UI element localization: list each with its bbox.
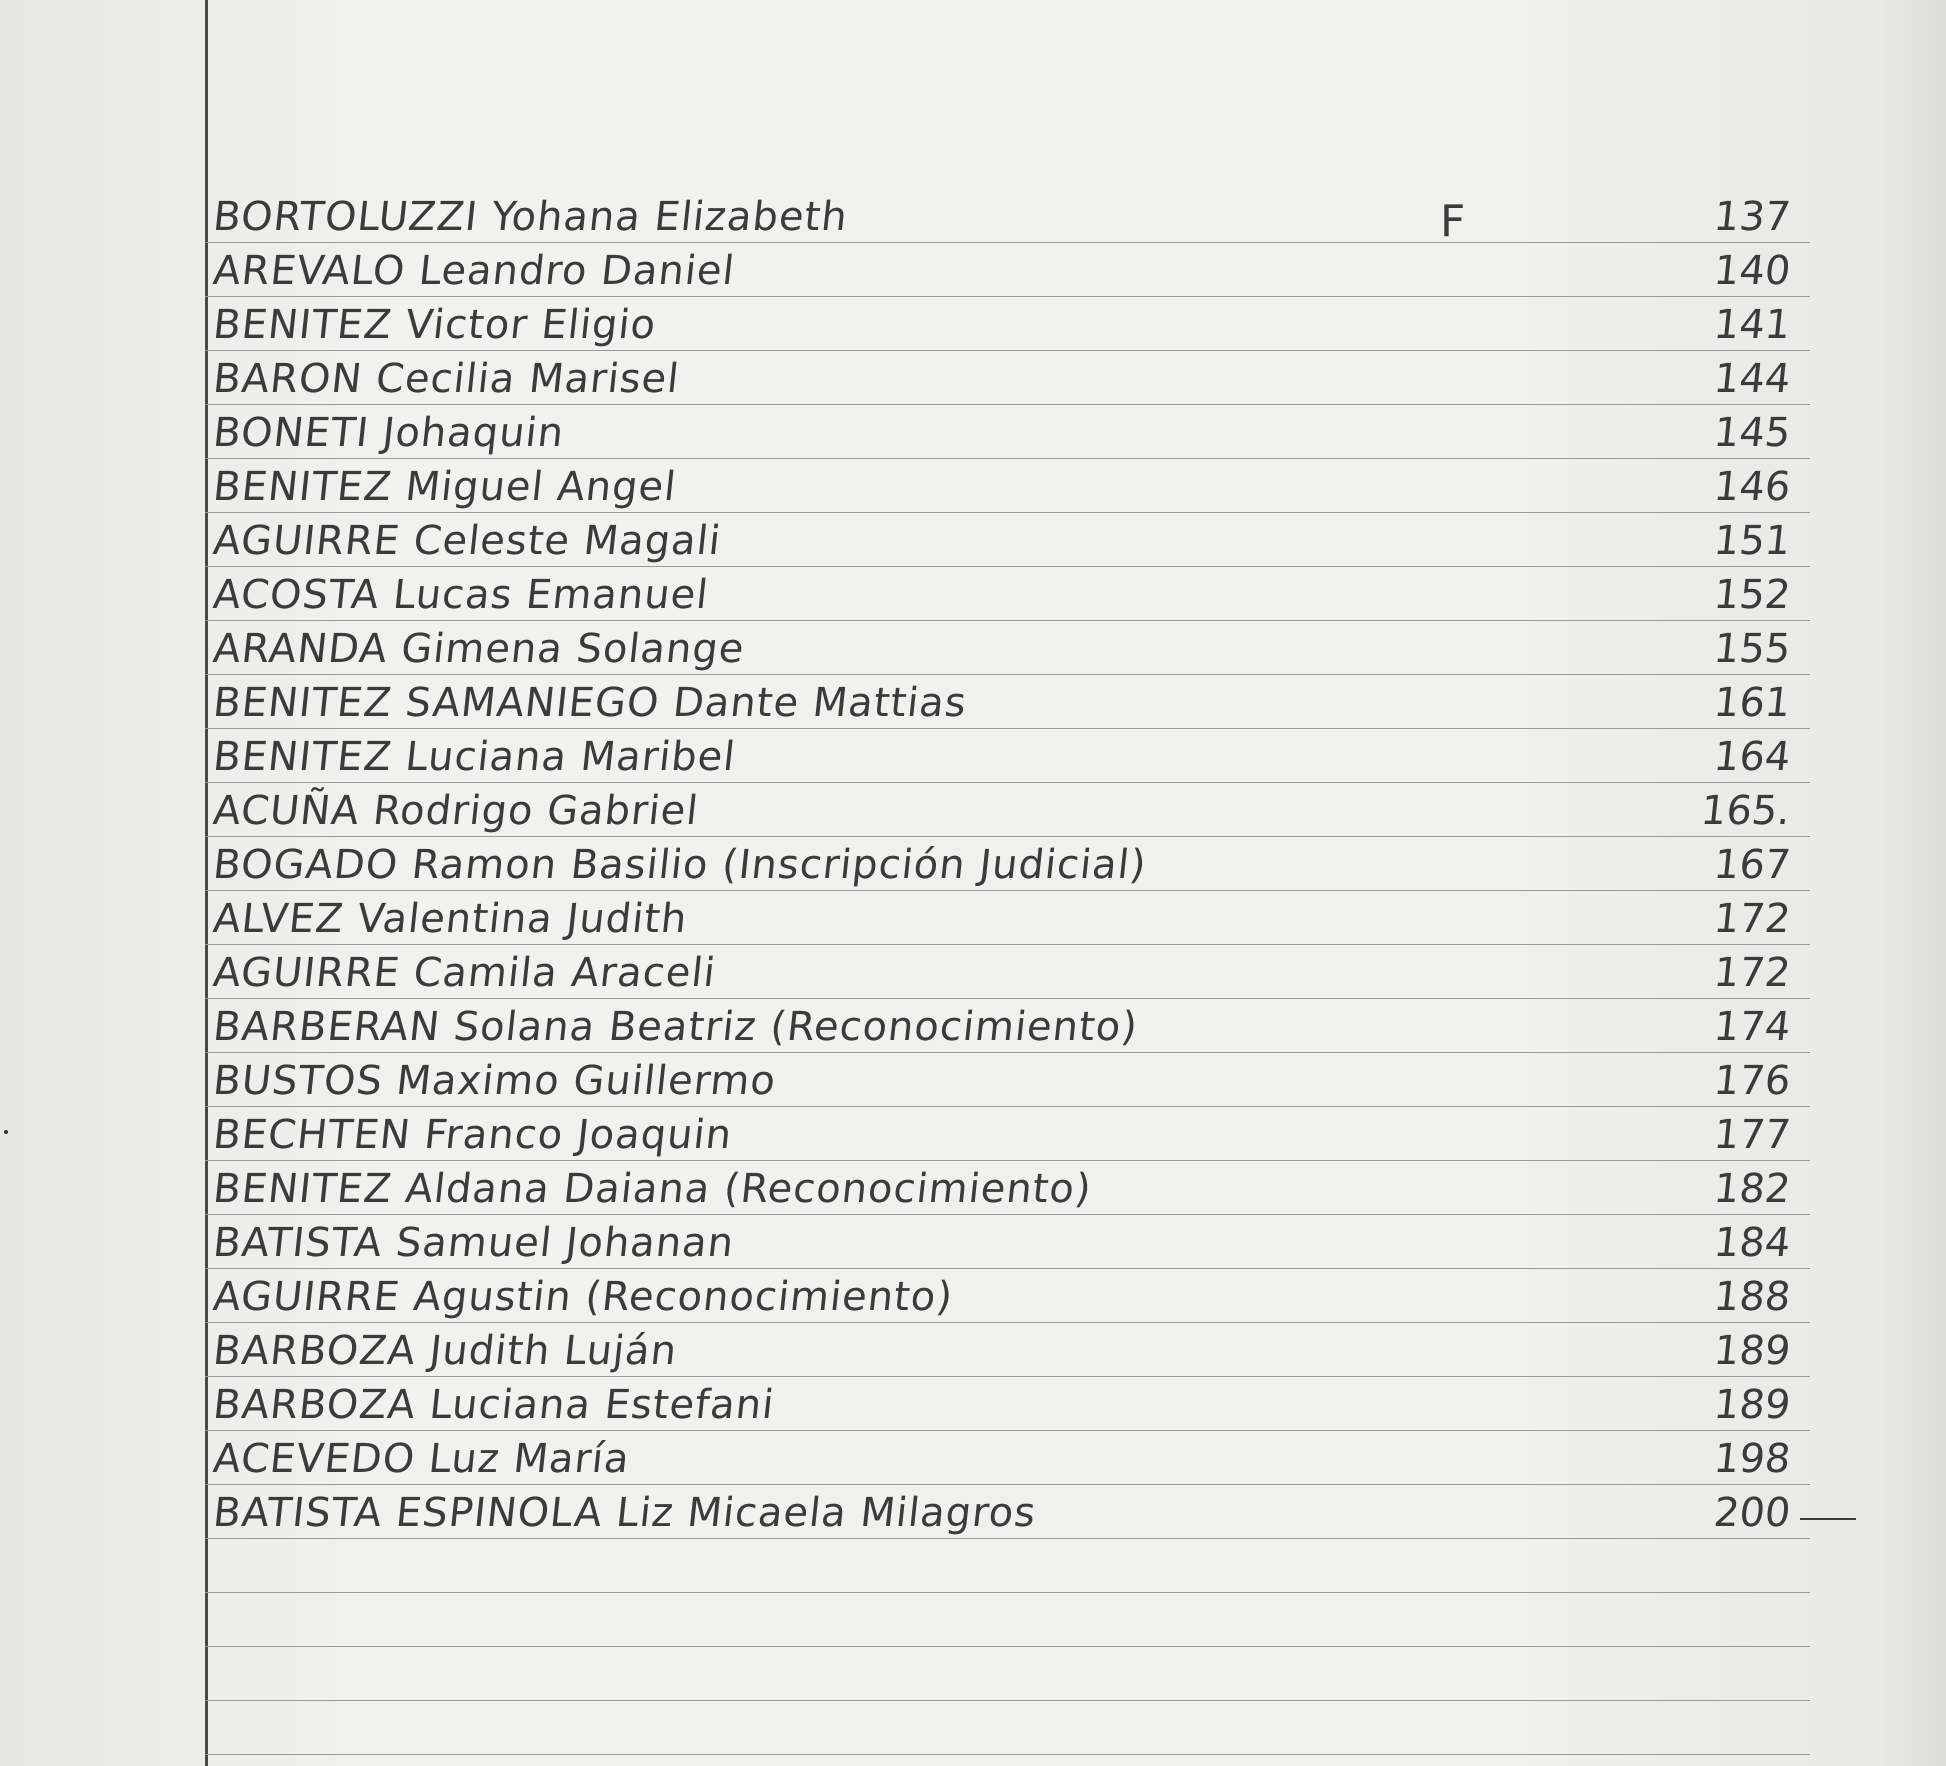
entry-name: ALVEZ Valentina Judith	[211, 896, 690, 942]
entry-name: BENITEZ Miguel Angel	[211, 464, 679, 510]
entry-number: 188	[1711, 1274, 1793, 1320]
entry-number: 189	[1711, 1382, 1793, 1428]
entry-name: ACOSTA Lucas Emanuel	[211, 572, 711, 618]
closing-dash	[1800, 1518, 1856, 1520]
list-item	[205, 458, 1810, 512]
entry-number: 152	[1711, 572, 1793, 618]
entry-name: BOGADO Ramon Basilio (Inscripción Judicial)	[211, 842, 1149, 888]
entry-number: 176	[1711, 1058, 1793, 1104]
entry-number: 144	[1711, 356, 1793, 402]
entry-number: 151	[1711, 518, 1793, 564]
entry-number: 167	[1711, 842, 1793, 888]
list-item	[205, 242, 1810, 296]
list-item	[205, 1430, 1810, 1484]
entry-name: BENITEZ SAMANIEGO Dante Mattias	[211, 680, 970, 726]
entry-number: 172	[1711, 950, 1793, 996]
list-item	[205, 1160, 1810, 1214]
entry-name: BONETI Johaquin	[211, 410, 567, 456]
list-item	[205, 1376, 1810, 1430]
entry-number: 172	[1711, 896, 1793, 942]
entry-name: BARBOZA Luciana Estefani	[211, 1382, 777, 1428]
entry-name: BARON Cecilia Marisel	[211, 356, 682, 402]
list-item	[205, 944, 1810, 998]
entry-name: BENITEZ Aldana Daiana (Reconocimiento)	[211, 1166, 1094, 1212]
entry-number: 137	[1711, 194, 1793, 240]
list-item	[205, 1052, 1810, 1106]
list-item	[205, 512, 1810, 566]
entry-number: 155	[1711, 626, 1793, 672]
entry-name: BORTOLUZZI Yohana Elizabeth	[211, 194, 851, 240]
entry-name: BENITEZ Victor Eligio	[211, 302, 659, 348]
entry-number: 200	[1711, 1490, 1793, 1536]
entry-name: BUSTOS Maximo Guillermo	[211, 1058, 779, 1104]
list-item	[205, 1268, 1810, 1322]
entry-name: AGUIRRE Agustin (Reconocimiento)	[211, 1274, 956, 1320]
list-item	[205, 728, 1810, 782]
entry-name: BARBERAN Solana Beatriz (Reconocimiento)	[211, 1004, 1141, 1050]
list-item	[205, 1106, 1810, 1160]
entry-number: 165.	[1698, 788, 1793, 834]
list-item	[205, 1484, 1810, 1538]
list-item	[205, 350, 1810, 404]
entry-number: 145	[1711, 410, 1793, 456]
handwritten-mark: F	[1440, 196, 1466, 247]
entry-number: 141	[1711, 302, 1793, 348]
entry-number: 182	[1711, 1166, 1793, 1212]
entry-name: BENITEZ Luciana Maribel	[211, 734, 738, 780]
entry-name: AGUIRRE Camila Araceli	[211, 950, 719, 996]
entry-number: 146	[1711, 464, 1793, 510]
list-item	[205, 890, 1810, 944]
entry-name: BECHTEN Franco Joaquin	[211, 1112, 735, 1158]
entry-number: 164	[1711, 734, 1793, 780]
list-item	[205, 836, 1810, 890]
list-item	[205, 620, 1810, 674]
list-item	[205, 188, 1810, 242]
list-item	[205, 674, 1810, 728]
entry-number: 140	[1711, 248, 1793, 294]
list-item	[205, 998, 1810, 1052]
entry-number: 177	[1711, 1112, 1793, 1158]
entry-name: BATISTA Samuel Johanan	[211, 1220, 737, 1266]
entry-number: 184	[1711, 1220, 1793, 1266]
entry-number: 189	[1711, 1328, 1793, 1374]
list-item	[205, 296, 1810, 350]
entry-name: BATISTA ESPINOLA Liz Micaela Milagros	[211, 1490, 1039, 1536]
entry-name: ACUÑA Rodrigo Gabriel	[211, 788, 701, 834]
stray-dot	[4, 1130, 8, 1134]
entry-name: ARANDA Gimena Solange	[211, 626, 747, 672]
entry-name: AGUIRRE Celeste Magali	[211, 518, 724, 564]
entry-number: 161	[1711, 680, 1793, 726]
list-item	[205, 1322, 1810, 1376]
entry-number: 198	[1711, 1436, 1793, 1482]
entry-name: AREVALO Leandro Daniel	[211, 248, 738, 294]
entry-name: BARBOZA Judith Luján	[211, 1328, 680, 1374]
list-item	[205, 566, 1810, 620]
entry-name: ACEVEDO Luz María	[211, 1436, 633, 1482]
entry-number: 174	[1711, 1004, 1793, 1050]
list-item	[205, 782, 1810, 836]
list-item	[205, 1214, 1810, 1268]
list-item	[205, 404, 1810, 458]
